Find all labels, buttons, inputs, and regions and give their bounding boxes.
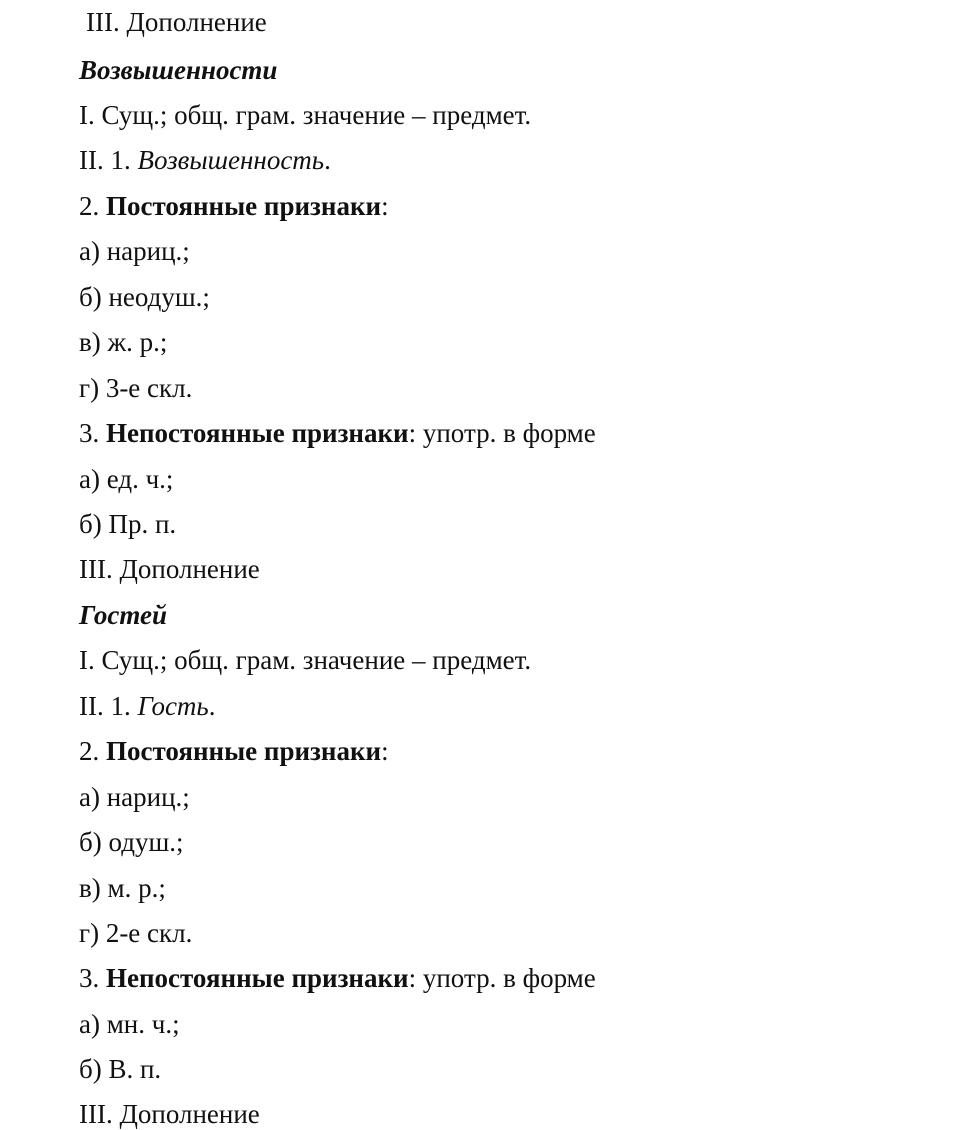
text-line: III. Дополнение xyxy=(79,554,260,584)
text-line: а) нариц.; xyxy=(79,236,190,266)
text-line: в) ж. р.; xyxy=(79,327,168,357)
text-line: I. Сущ.; общ. грам. значение – предмет. xyxy=(79,645,532,675)
text-line xyxy=(79,690,215,722)
text-line: III. Дополнение xyxy=(79,1099,260,1129)
text-line: б) неодуш.; xyxy=(79,282,210,312)
feature-label: Постоянные признаки xyxy=(106,736,382,766)
initial-form: Возвышенность xyxy=(137,145,325,175)
word-heading: Возвышенности xyxy=(79,55,278,85)
text-line: б) В. п. xyxy=(79,1054,162,1084)
line-tail: . xyxy=(324,145,331,175)
line-lead: II. 1. xyxy=(79,145,138,175)
feature-label: Непостоянные признаки xyxy=(106,963,409,993)
line-lead: II. 1. xyxy=(79,691,138,721)
line-lead: 2. xyxy=(79,736,106,766)
feature-label: Непостоянные признаки xyxy=(106,418,409,448)
line-lead: 3. xyxy=(79,963,106,993)
line-tail: . xyxy=(208,691,216,721)
word-heading: Гостей xyxy=(79,600,168,630)
text-line xyxy=(79,417,596,449)
text-line: в) м. р.; xyxy=(79,873,166,903)
line-tail: : употр. в форме xyxy=(408,418,596,448)
line-tail: : xyxy=(381,191,389,221)
feature-label: Постоянные признаки xyxy=(106,191,382,221)
text-line: III. Дополнение xyxy=(86,7,267,37)
text-line xyxy=(79,144,331,176)
text-line: г) 2-е скл. xyxy=(79,918,193,948)
text-line: б) Пр. п. xyxy=(79,509,177,539)
text-line: б) одуш.; xyxy=(79,827,184,857)
text-line: а) нариц.; xyxy=(79,782,190,812)
line-tail: : xyxy=(381,736,389,766)
line-lead: 3. xyxy=(79,418,106,448)
text-line xyxy=(79,735,389,767)
initial-form: Гость xyxy=(137,691,209,721)
line-tail: : употр. в форме xyxy=(408,963,596,993)
text-line: I. Сущ.; общ. грам. значение – предмет. xyxy=(79,100,532,130)
text-line xyxy=(79,190,389,222)
line-lead: 2. xyxy=(79,191,106,221)
text-line: г) 3-е скл. xyxy=(79,373,193,403)
text-line xyxy=(79,962,596,994)
text-line: а) мн. ч.; xyxy=(79,1009,180,1039)
text-line: а) ед. ч.; xyxy=(79,464,174,494)
